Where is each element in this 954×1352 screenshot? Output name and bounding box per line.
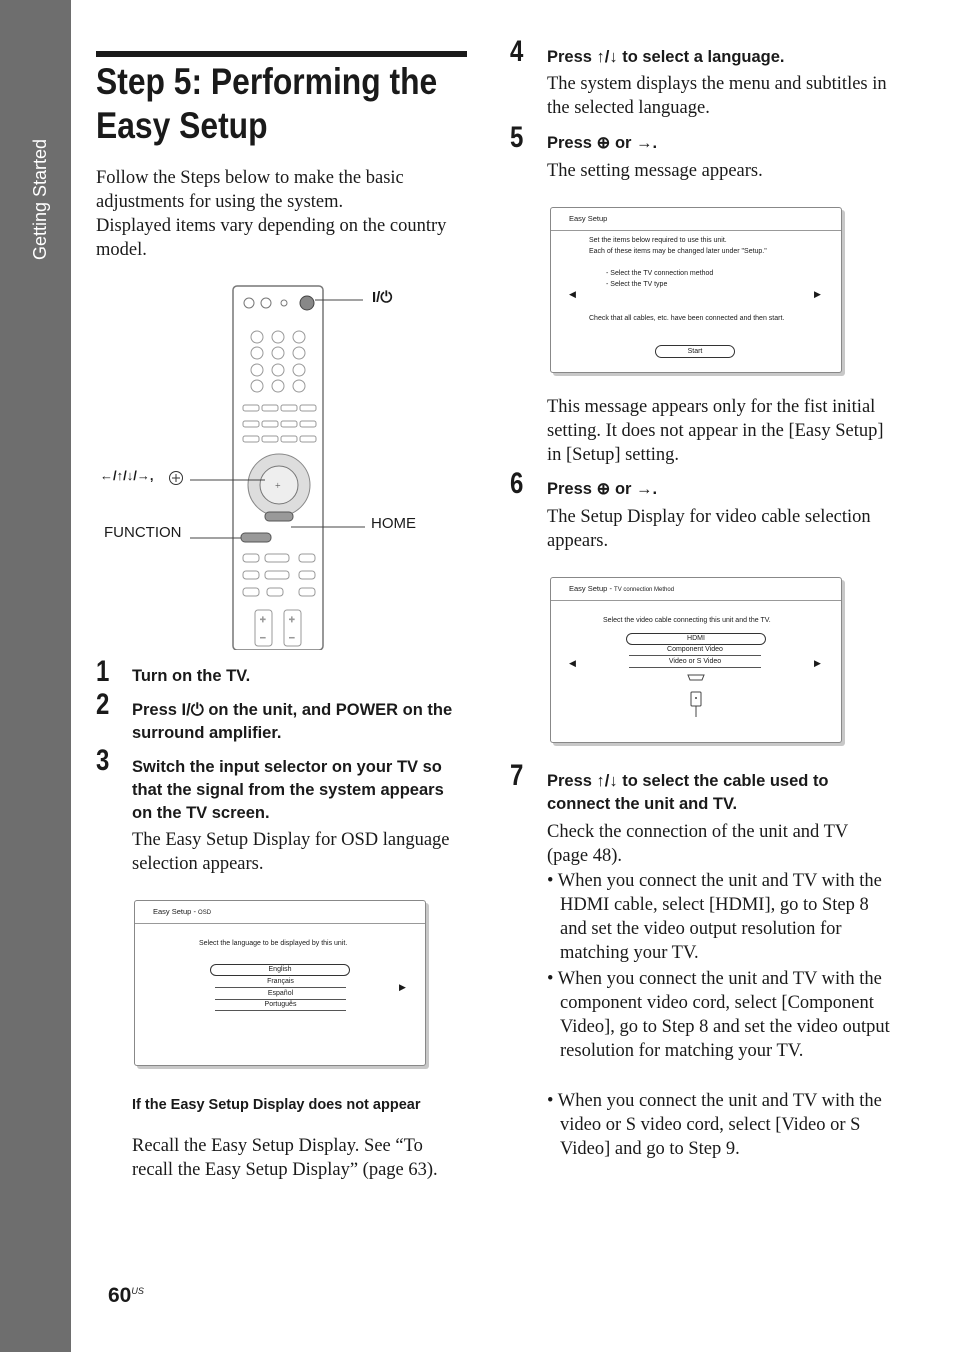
step-1-number: 1 xyxy=(96,655,110,688)
setup-line-1: Set the items below required to use this unit. xyxy=(589,237,727,244)
setup-item-1: - Select the TV connection method xyxy=(606,270,714,277)
step-5-heading: Press ⊕ or →. xyxy=(547,134,658,152)
svg-text:−: − xyxy=(289,633,295,644)
intro-line-1: Follow the Steps below to make the basic adjustments for using the system. xyxy=(96,168,404,212)
title-rule xyxy=(96,51,467,57)
step-5-number: 5 xyxy=(510,121,524,154)
note-body: Recall the Easy Setup Display. See “To recall the Easy Setup Display” (page 63). xyxy=(132,1136,438,1180)
left-arrow-icon[interactable]: ◀ xyxy=(569,658,576,668)
page-title: Step 5: Performing the Easy Setup xyxy=(96,61,438,146)
setup-screen xyxy=(550,207,842,373)
osd-screen xyxy=(134,900,426,1066)
note-heading: If the Easy Setup Display does not appear xyxy=(132,1097,421,1113)
page-number-suffix: US xyxy=(131,1286,144,1296)
arrows-callout: ←/↑/↓/→, xyxy=(100,468,154,483)
tv-prompt: Select the video cable connecting this unit and the TV. xyxy=(603,617,771,624)
step-7-body: Check the connection of the unit and TV (page 48). xyxy=(547,822,848,866)
tv-option[interactable]: Video or S Video xyxy=(629,657,761,668)
setup-check: Check that all cables, etc. have been connected and then start. xyxy=(589,315,785,322)
home-callout: HOME xyxy=(371,515,416,532)
setup-screen-header: Easy Setup xyxy=(551,208,841,231)
remote-illustration xyxy=(95,280,435,650)
message-note: This message appears only for the fist initial setting. It does not appear in the [Easy Setup] in [Setup] setting. xyxy=(547,397,884,465)
step-6-body: The Setup Display for video cable selection appears. xyxy=(547,507,871,551)
setup-item-2: - Select the TV type xyxy=(606,281,668,288)
osd-option[interactable]: Español xyxy=(215,989,346,1000)
step-6-heading: Press ⊕ or →. xyxy=(547,480,658,498)
osd-prompt: Select the language to be displayed by this unit. xyxy=(199,940,348,947)
page-number-value: 60 xyxy=(108,1284,132,1307)
hdmi-connector-icon xyxy=(685,673,707,719)
page-number xyxy=(108,1284,144,1308)
step-7-number: 7 xyxy=(510,759,524,792)
svg-text:+: + xyxy=(275,481,281,492)
step-4-body: The system displays the menu and subtitles in the selected language. xyxy=(547,74,887,118)
tv-screen-subtitle: TV connection Method xyxy=(614,587,675,593)
right-arrow-icon[interactable]: ▶ xyxy=(814,289,821,299)
step-4-heading: Press ↑/↓ to select a language. xyxy=(547,48,785,66)
setup-line-2: Each of these items may be changed later under "Setup." xyxy=(589,248,767,255)
step-3-number: 3 xyxy=(96,744,110,777)
step-4-number: 4 xyxy=(510,35,524,68)
osd-option[interactable]: English xyxy=(210,964,350,976)
bullet-component: • When you connect the unit and TV with the component video cord, select [Component Video], go to Step 8 and set the video output resolution for matching your TV. xyxy=(547,969,890,1061)
bullet-hdmi: • When you connect the unit and TV with the HDMI cable, select [HDMI], go to Step 8 and set the video output resolution for matching your TV. xyxy=(547,871,882,963)
tv-option[interactable]: HDMI xyxy=(626,633,766,645)
svg-text:+: + xyxy=(289,615,295,626)
function-key xyxy=(241,533,271,542)
step-7-heading: Press ↑/↓ to select the cable used to connect the unit and TV. xyxy=(547,772,829,813)
tv-screen-title: Easy Setup - xyxy=(569,584,615,593)
transport-keys xyxy=(243,554,315,596)
osd-screen-title: Easy Setup - xyxy=(153,907,199,916)
sidebar-label: Getting Started xyxy=(30,138,50,260)
osd-option[interactable]: Français xyxy=(215,977,346,988)
step-2-number: 2 xyxy=(96,688,110,721)
tv-screen-header xyxy=(551,578,841,601)
home-key xyxy=(265,512,293,521)
power-callout: I/⏻ xyxy=(372,289,393,306)
left-arrow-icon[interactable]: ◀ xyxy=(569,289,576,299)
svg-text:−: − xyxy=(260,633,266,644)
tv-option[interactable]: Component Video xyxy=(629,645,761,656)
tv-connection-screen xyxy=(550,577,842,743)
right-arrow-icon[interactable]: ▶ xyxy=(399,982,406,992)
svg-text:+: + xyxy=(260,615,266,626)
step-3-body: The Easy Setup Display for OSD language selection appears. xyxy=(132,830,450,874)
osd-screen-header xyxy=(135,901,425,924)
step-5-body: The setting message appears. xyxy=(547,161,763,181)
sidebar xyxy=(0,0,71,1352)
step-1-heading: Turn on the TV. xyxy=(132,667,251,685)
step-2-heading: Press I/⏻ on the unit, and POWER on the surround amplifier. xyxy=(132,701,453,742)
bullet-video: • When you connect the unit and TV with the video or S video cord, select [Video or S Video] and go to Step 9. xyxy=(547,1091,882,1159)
osd-screen-subtitle: OSD xyxy=(198,910,212,916)
enter-icon xyxy=(168,470,184,486)
start-button[interactable]: Start xyxy=(655,345,735,358)
osd-option[interactable]: Português xyxy=(215,1000,346,1011)
right-arrow-icon[interactable]: ▶ xyxy=(814,658,821,668)
function-callout: FUNCTION xyxy=(104,524,182,541)
intro xyxy=(96,166,468,262)
intro-line-2: Displayed items vary depending on the country model. xyxy=(96,216,447,260)
step-3-heading: Switch the input selector on your TV so that the signal from the system appears on the TV screen. xyxy=(132,758,444,822)
step-6-number: 6 xyxy=(510,467,524,500)
